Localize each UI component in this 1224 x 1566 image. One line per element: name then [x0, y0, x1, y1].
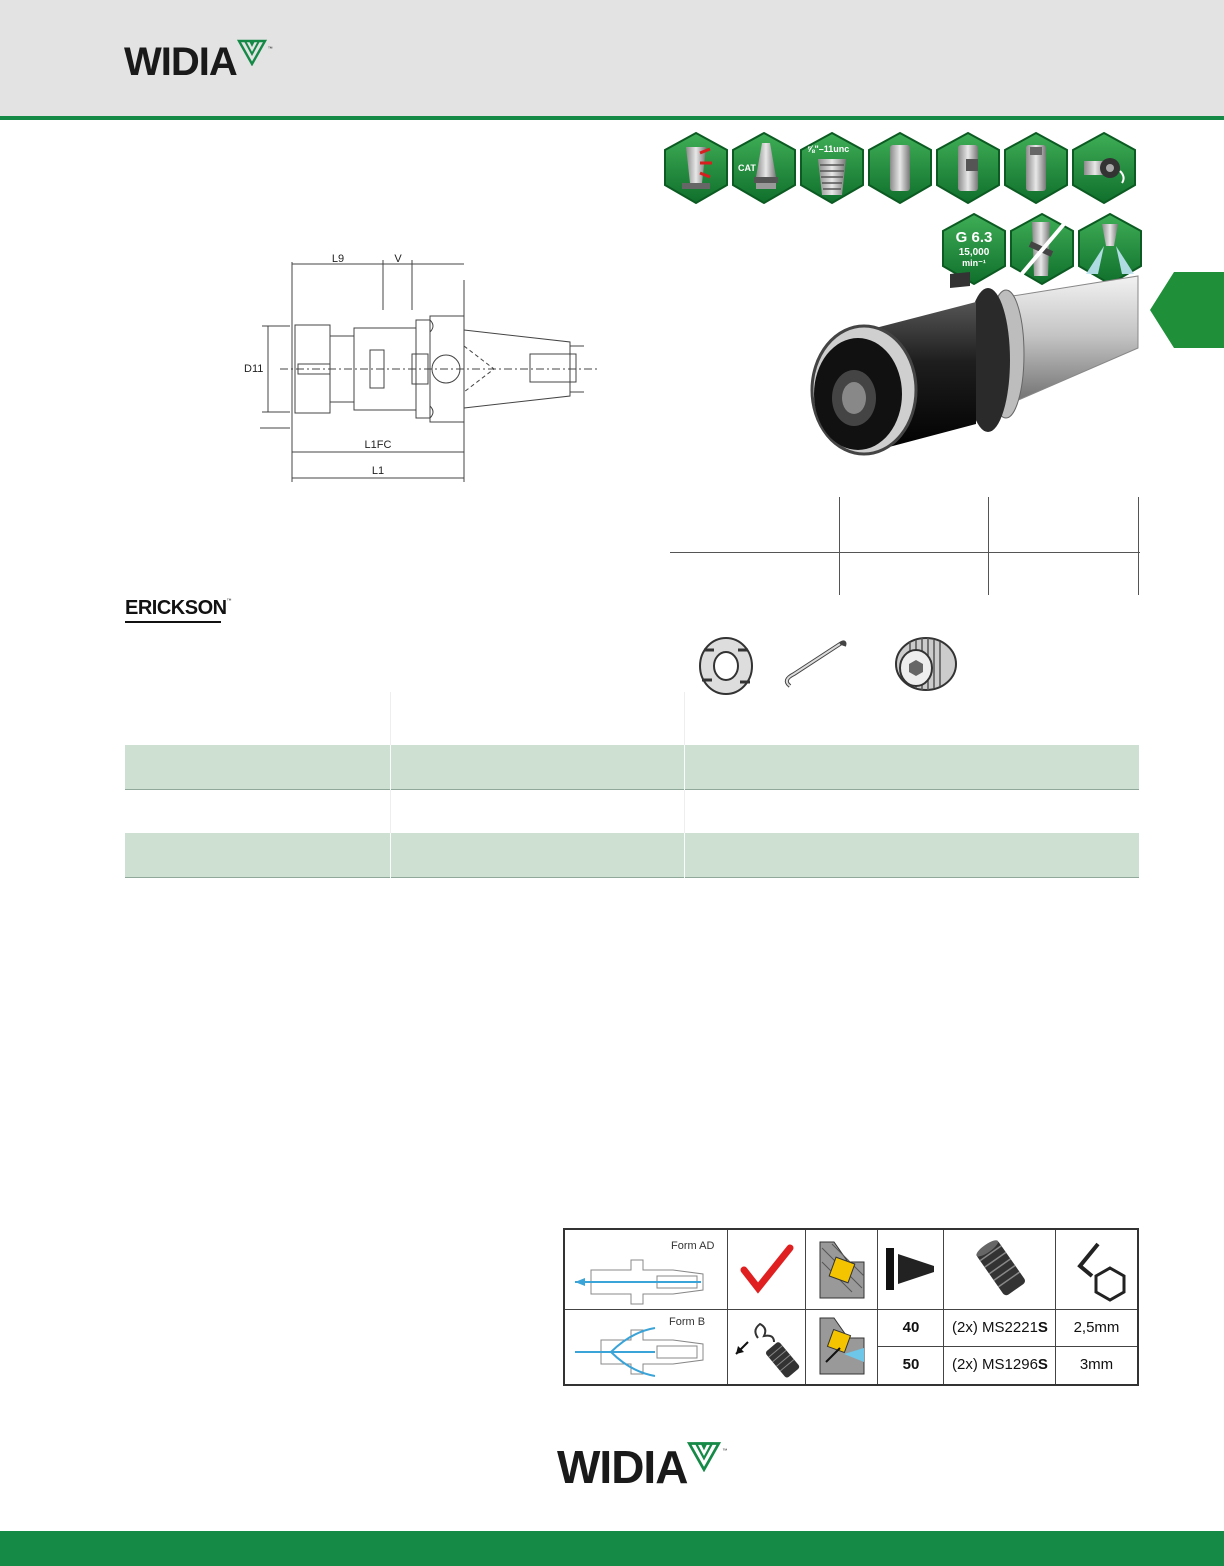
screw-40-cell: (2x) MS2221S [944, 1310, 1056, 1347]
table-row [125, 745, 1139, 790]
key-40-value: 2,5mm [1073, 1319, 1120, 1336]
set-screw-icon [974, 1238, 1028, 1298]
coolant-adjust-icon [1073, 133, 1135, 203]
form-ad-label: Form AD [671, 1240, 715, 1252]
widia-logo-text: WIDIA [124, 40, 237, 84]
collet-nut-icon [700, 638, 752, 694]
spec-table-col-1 [839, 497, 840, 595]
form-b-label: Form B [669, 1316, 706, 1328]
insert-coolant-cell [806, 1310, 878, 1384]
insert-cell [806, 1230, 878, 1310]
screw-50-cell: (2x) MS1296S [944, 1347, 1056, 1384]
erickson-logo-text: ERICKSON [125, 597, 227, 619]
table-row [125, 833, 1139, 878]
svg-text:⅝"–11unc: ⅝"–11unc [807, 144, 850, 154]
svg-text:G 6.3: G 6.3 [955, 229, 993, 246]
d11-label: D11 [244, 363, 264, 375]
l1fc-label: L1FC [364, 439, 392, 451]
wrench-icon [787, 642, 845, 686]
screw-cell [944, 1230, 1056, 1310]
taper-icon [884, 1244, 938, 1294]
form-b-cell [565, 1310, 728, 1384]
key-50-cell [1056, 1347, 1137, 1384]
screw-40-value: (2x) MS2221 [952, 1319, 1038, 1336]
widia-logo: WIDIA ™ [124, 40, 273, 84]
footer-bar [0, 1531, 1224, 1566]
coolant-form-table [563, 1228, 1139, 1386]
weldon-shank-icon [937, 133, 999, 203]
header-rule [0, 116, 1224, 120]
feature-icons-row-1 [664, 131, 1144, 205]
cylindrical-shank-icon [869, 133, 931, 203]
screw-remove-cell [728, 1310, 806, 1384]
hex-key-icon [1064, 1238, 1130, 1302]
cat-taper-icon [733, 133, 795, 203]
size-50-value: 50 [902, 1356, 920, 1373]
spec-table-col-3 [1138, 497, 1139, 595]
whistle-notch-shank-icon [1005, 133, 1067, 203]
key-50-value: 3mm [1079, 1356, 1114, 1373]
footer-widia-triangle-icon [687, 1440, 721, 1472]
key-40-cell [1056, 1310, 1137, 1347]
section-side-tab [1150, 272, 1224, 348]
size-40-cell [878, 1310, 944, 1347]
thread-icon [801, 133, 863, 203]
form-ad-diagram [571, 1246, 721, 1306]
balanced-tool-icon [665, 133, 727, 203]
spec-table-divider [670, 552, 1140, 553]
spec-table-col-2 [988, 497, 989, 595]
technical-drawing [240, 250, 610, 486]
footer-widia-logo-text: WIDIA [557, 1441, 688, 1493]
form-ad-cell [565, 1230, 728, 1310]
insert-coolant-icon [814, 1314, 870, 1378]
check-icon [740, 1244, 794, 1294]
table-row [125, 789, 1139, 834]
footer-widia-logo: WIDIA ™ [557, 1441, 728, 1493]
l1-label: L1 [371, 465, 385, 477]
screw-remove-icon [732, 1316, 802, 1380]
taper-cell [878, 1230, 944, 1310]
screw-50-value: (2x) MS1296 [952, 1356, 1038, 1373]
size-50-cell [878, 1347, 944, 1384]
form-b-diagram [571, 1320, 721, 1380]
svg-text:15,000: 15,000 [958, 247, 990, 258]
svg-text:CAT: CAT [738, 163, 756, 173]
hex-key-cell [1056, 1230, 1137, 1310]
svg-text:min⁻¹: min⁻¹ [962, 258, 986, 268]
l9-label: L9 [331, 253, 345, 265]
widia-triangle-icon [237, 38, 267, 66]
accessories-images [694, 632, 974, 696]
v-label: V [394, 253, 402, 265]
check-cell [728, 1230, 806, 1310]
size-40-value: 40 [902, 1319, 920, 1336]
stop-screw-icon [896, 638, 956, 690]
insert-pocket-icon [814, 1238, 870, 1302]
product-image [800, 268, 1144, 468]
erickson-logo: ERICKSON™ [125, 598, 224, 622]
